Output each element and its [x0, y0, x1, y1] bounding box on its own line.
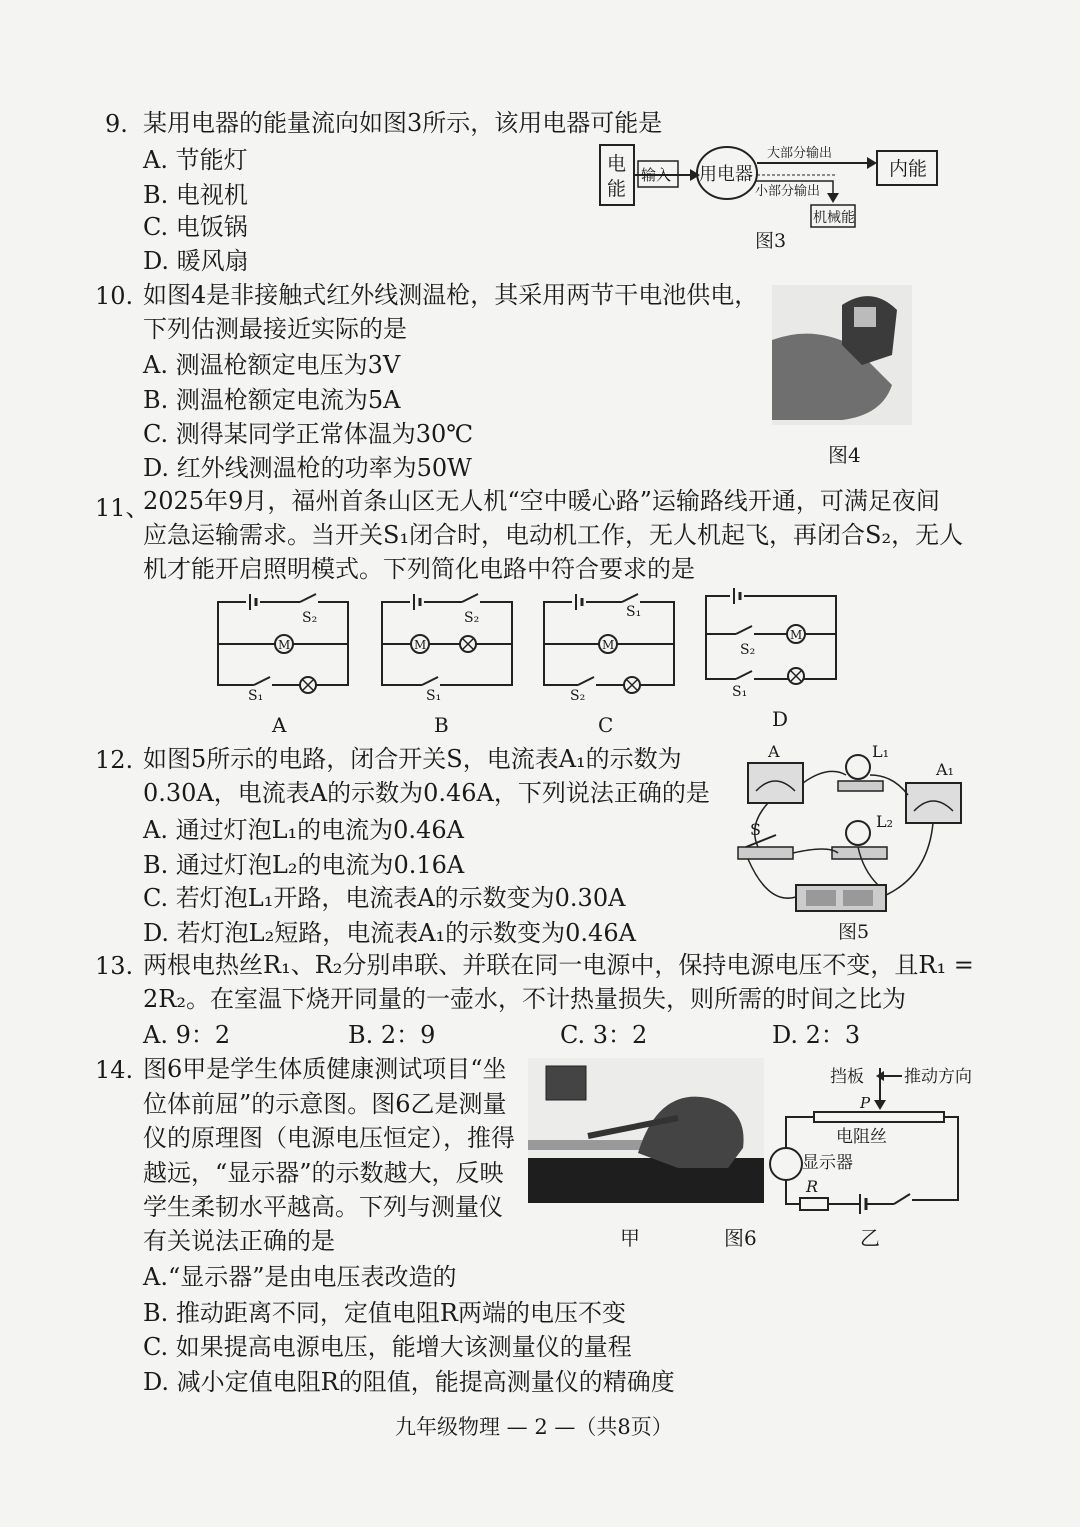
circuit-c-label: C	[598, 713, 614, 735]
q14-option-d: D. 减小定值电阻R的阻值，能提高测量仪的精确度	[143, 1368, 675, 1396]
display-meter	[770, 1148, 802, 1180]
figure-4-thermometer-photo	[772, 285, 912, 425]
q11-stem-line3: 机才能开启照明模式。下列简化电路中符合要求的是	[143, 555, 695, 583]
circuit-b-s1: S₁	[426, 688, 442, 704]
figure-5-circuit-photo	[728, 735, 978, 945]
input-label: 输入	[641, 166, 672, 184]
svg-text:L₁: L₁	[872, 742, 890, 761]
circuit-c-s1: S₁	[626, 604, 642, 620]
q14-stem-line5: 学生柔韧水平越高。下列与测量仪	[143, 1193, 503, 1221]
q11-stem-line2: 应急运输需求。当开关S₁闭合时，电动机工作，无人机起飞，再闭合S₂，无人	[143, 521, 964, 549]
svg-text:S: S	[750, 820, 761, 839]
q10-option-b: B. 测温枪额定电流为5A	[143, 386, 401, 414]
q10-number: 10.	[95, 282, 134, 310]
svg-text:M: M	[790, 628, 803, 642]
circuit-a	[212, 590, 357, 735]
display-device	[546, 1066, 586, 1100]
circuit-a-s1: S₁	[248, 688, 264, 704]
q10-option-d: D. 红外线测温枪的功率为50W	[143, 454, 472, 482]
device-label: 用电器	[699, 164, 753, 185]
q14-option-b: B. 推动距离不同，定值电阻R两端的电压不变	[143, 1299, 626, 1327]
fig3-caption: 图3	[755, 230, 787, 252]
q14-stem-line6: 有关说法正确的是	[143, 1227, 335, 1255]
q10-option-c: C. 测得某同学正常体温为30℃	[143, 420, 474, 448]
q12-option-a: A. 通过灯泡L₁的电流为0.46A	[143, 816, 464, 844]
q10-stem-line2: 下列估测最接近实际的是	[143, 315, 407, 343]
q10-option-a: A. 测温枪额定电压为3V	[143, 351, 401, 379]
svg-text:A₁: A₁	[936, 760, 954, 779]
q11-stem-line1: 2025年9月，福州首条山区无人机“空中暖心路”运输路线开通，可满足夜间	[143, 487, 940, 515]
q13-option-d: D. 2：3	[772, 1021, 861, 1049]
q9-stem: 某用电器的能量流向如图3所示，该用电器可能是	[143, 109, 663, 137]
switch-s	[738, 847, 793, 859]
ammeter-a1	[906, 783, 961, 823]
circuit-b	[376, 590, 521, 735]
source-char-2: 能	[607, 178, 627, 200]
circuit-d-label: D	[772, 707, 789, 729]
fig5-caption: 图5	[838, 921, 870, 943]
q12-stem-line2: 0.30A，电流表A的示数为0.46A，下列说法正确的是	[143, 779, 710, 807]
circuit-b-s2: S₂	[464, 610, 480, 626]
q12-option-b: B. 通过灯泡L₂的电流为0.16A	[143, 851, 465, 879]
bulb-l1	[846, 755, 870, 779]
circuit-a-label: A	[272, 713, 287, 735]
q13-stem-line2: 2R₂。在室温下烧开同量的一壶水，不计热量损失，则所需的时间之比为	[143, 985, 906, 1013]
circuit-d-s1: S₁	[732, 684, 748, 700]
circuit-c	[538, 590, 683, 735]
q12-option-c: C. 若灯泡L₁开路，电流表A的示数变为0.30A	[143, 884, 626, 912]
figure-3-energy-flow	[595, 135, 945, 260]
resistor-r	[800, 1198, 828, 1210]
q9-option-b: B. 电视机	[143, 181, 248, 209]
q12-option-d: D. 若灯泡L₂短路，电流表A₁的示数变为0.46A	[143, 919, 636, 947]
resistance-wire	[814, 1112, 944, 1122]
svg-text:M: M	[414, 638, 427, 652]
svg-text:L₂: L₂	[876, 812, 894, 831]
fig4-caption: 图4	[828, 443, 861, 467]
circuit-a-s2: S₂	[302, 610, 318, 626]
circuit-c-s2: S₂	[570, 688, 586, 704]
ammeter-a	[748, 763, 803, 803]
q10-stem-line1: 如图4是非接触式红外线测温枪，其采用两节干电池供电，	[143, 281, 759, 309]
source-char-1: 电	[607, 153, 627, 175]
thermometer-screen	[854, 307, 876, 327]
minor-target: 机械能	[813, 210, 855, 226]
q12-stem-line1: 如图5所示的电路，闭合开关S，电流表A₁的示数为	[143, 745, 682, 773]
fig6-yi-label: 乙	[860, 1226, 880, 1250]
q14-stem-line2: 位体前屈”的示意图。图6乙是测量	[143, 1090, 507, 1118]
fig6-jia-label: 甲	[620, 1226, 640, 1250]
q9-option-c: C. 电饭锅	[143, 213, 248, 241]
q13-number: 13.	[95, 952, 134, 980]
q11-number: 11、	[95, 494, 150, 522]
q12-number: 12.	[95, 746, 134, 774]
q13-stem-line1: 两根电热丝R₁、R₂分别串联、并联在同一电源中，保持电源电压不变，且R₁ =	[143, 951, 974, 979]
q14-stem-line3: 仪的原理图（电源电压恒定），推得	[143, 1124, 515, 1152]
svg-text:M: M	[278, 638, 291, 652]
q13-option-a: A. 9：2	[143, 1021, 231, 1049]
circuit-d	[700, 584, 850, 729]
q14-stem-line4: 越远，“显示器”的示数越大，反映	[143, 1159, 504, 1187]
major-label: 大部分输出	[767, 146, 833, 161]
fig6-caption: 图6	[724, 1226, 757, 1250]
push-dir-label: 推动方向	[904, 1067, 972, 1087]
q13-option-c: C. 3：2	[560, 1021, 648, 1049]
q14-option-c: C. 如果提高电源电压，能增大该测量仪的量程	[143, 1333, 632, 1361]
bulb-l2	[846, 821, 870, 845]
q14-option-a: A.“显示器”是由电压表改造的	[143, 1263, 457, 1291]
q13-option-b: B. 2：9	[348, 1021, 436, 1049]
page-footer: 九年级物理 — 2 —（共8页）	[395, 1415, 673, 1439]
q9-option-d: D. 暖风扇	[143, 247, 249, 275]
q9-option-a: A. 节能灯	[143, 146, 248, 174]
baffle-label: 挡板	[830, 1067, 864, 1087]
major-target: 内能	[889, 158, 928, 180]
circuit-b-label: B	[434, 713, 449, 735]
q14-number: 14.	[95, 1056, 134, 1084]
wire-label: 电阻丝	[836, 1127, 887, 1147]
display-label: 显示器	[802, 1153, 853, 1173]
p-label: P	[860, 1094, 871, 1112]
svg-text:A: A	[768, 742, 780, 761]
r-label: R	[806, 1177, 819, 1196]
minor-label: 小部分输出	[755, 184, 821, 199]
figure-6-yi-circuit	[762, 1060, 982, 1225]
figure-6-jia-photo	[528, 1058, 764, 1203]
circuit-d-s2: S₂	[740, 642, 756, 658]
svg-text:M: M	[602, 638, 615, 652]
q14-stem-line1: 图6甲是学生体质健康测试项目“坐	[143, 1055, 507, 1083]
q9-number: 9.	[105, 110, 128, 138]
switch	[894, 1194, 910, 1204]
